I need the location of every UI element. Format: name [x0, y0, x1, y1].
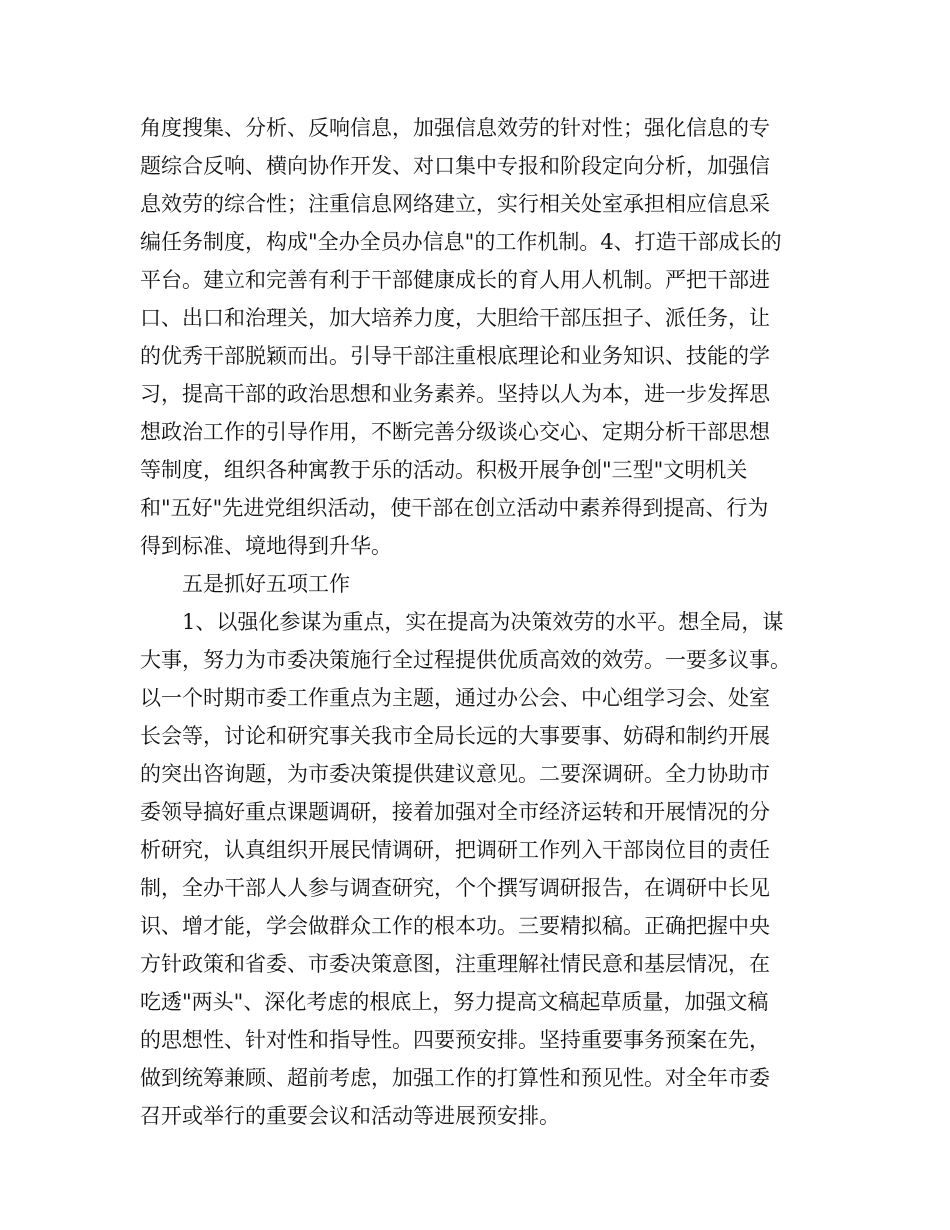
text-line: 想政治工作的引导作用，不断完善分级谈心交心、定期分析干部思想: [140, 420, 770, 444]
text-line: 召开或举行的重要会议和活动等进展预安排。: [140, 1104, 560, 1128]
text-line: 识、增才能，学会做群众工作的根本功。三要精拟稿。正确把握中央: [140, 914, 770, 938]
text-line: 吃透"两头"、深化考虑的根底上，努力提高文稿起草质量，加强文稿: [140, 990, 769, 1014]
text-line: 以一个时期市委工作重点为主题，通过办公会、中心组学习会、处室: [140, 686, 770, 710]
text-line: 制，全办干部人人参与调查研究，个个撰写调研报告，在调研中长见: [140, 876, 770, 900]
text-line: 息效劳的综合性；注重信息网络建立，实行相关处室承担相应信息采: [140, 192, 770, 216]
text-line: 1、以强化参谋为重点，实在提高为决策效劳的水平。想全局，谋: [182, 610, 784, 634]
text-line: 题综合反响、横向协作开发、对口集中专报和阶段定向分析，加强信: [140, 154, 770, 178]
text-line: 编任务制度，构成"全办全员办信息"的工作机制。4、打造干部成长的: [140, 230, 782, 254]
text-line: 委领导搞好重点课题调研，接着加强对全市经济运转和开展情况的分: [140, 800, 770, 824]
text-line: 和"五好"先进党组织活动，使干部在创立活动中素养得到提高、行为: [140, 496, 769, 520]
text-line: 的突出咨询题，为市委决策提供建议意见。二要深调研。全力协助市: [140, 762, 770, 786]
body-text: [140, 109, 820, 1135]
text-line: 大事，努力为市委决策施行全过程提供优质高效的效劳。一要多议事。: [140, 648, 791, 672]
text-line: 做到统筹兼顾、超前考虑，加强工作的打算性和预见性。对全年市委: [140, 1066, 770, 1090]
text-line: 五是抓好五项工作: [182, 572, 350, 596]
text-line: 的思想性、针对性和指导性。四要预安排。坚持重要事务预案在先，: [140, 1028, 770, 1052]
text-line: 口、出口和治理关，加大培养力度，大胆给干部压担子、派任务，让: [140, 306, 770, 330]
text-line: 长会等，讨论和研究事关我市全局长远的大事要事、妨碍和制约开展: [140, 724, 770, 748]
text-line: 得到标准、境地得到升华。: [140, 534, 392, 558]
text-line: 角度搜集、分析、反响信息，加强信息效劳的针对性；强化信息的专: [140, 116, 770, 140]
text-line: 方针政策和省委、市委决策意图，注重理解社情民意和基层情况，在: [140, 952, 770, 976]
text-line: 等制度，组织各种寓教于乐的活动。积极开展争创"三型"文明机关: [140, 458, 748, 482]
text-line: 的优秀干部脱颖而出。引导干部注重根底理论和业务知识、技能的学: [140, 344, 770, 368]
text-line: 析研究，认真组织开展民情调研，把调研工作列入干部岗位目的责任: [140, 838, 770, 862]
text-line: 习，提高干部的政治思想和业务素养。坚持以人为本，进一步发挥思: [140, 382, 770, 406]
text-line: 平台。建立和完善有利于干部健康成长的育人用人机制。严把干部进: [140, 268, 770, 292]
